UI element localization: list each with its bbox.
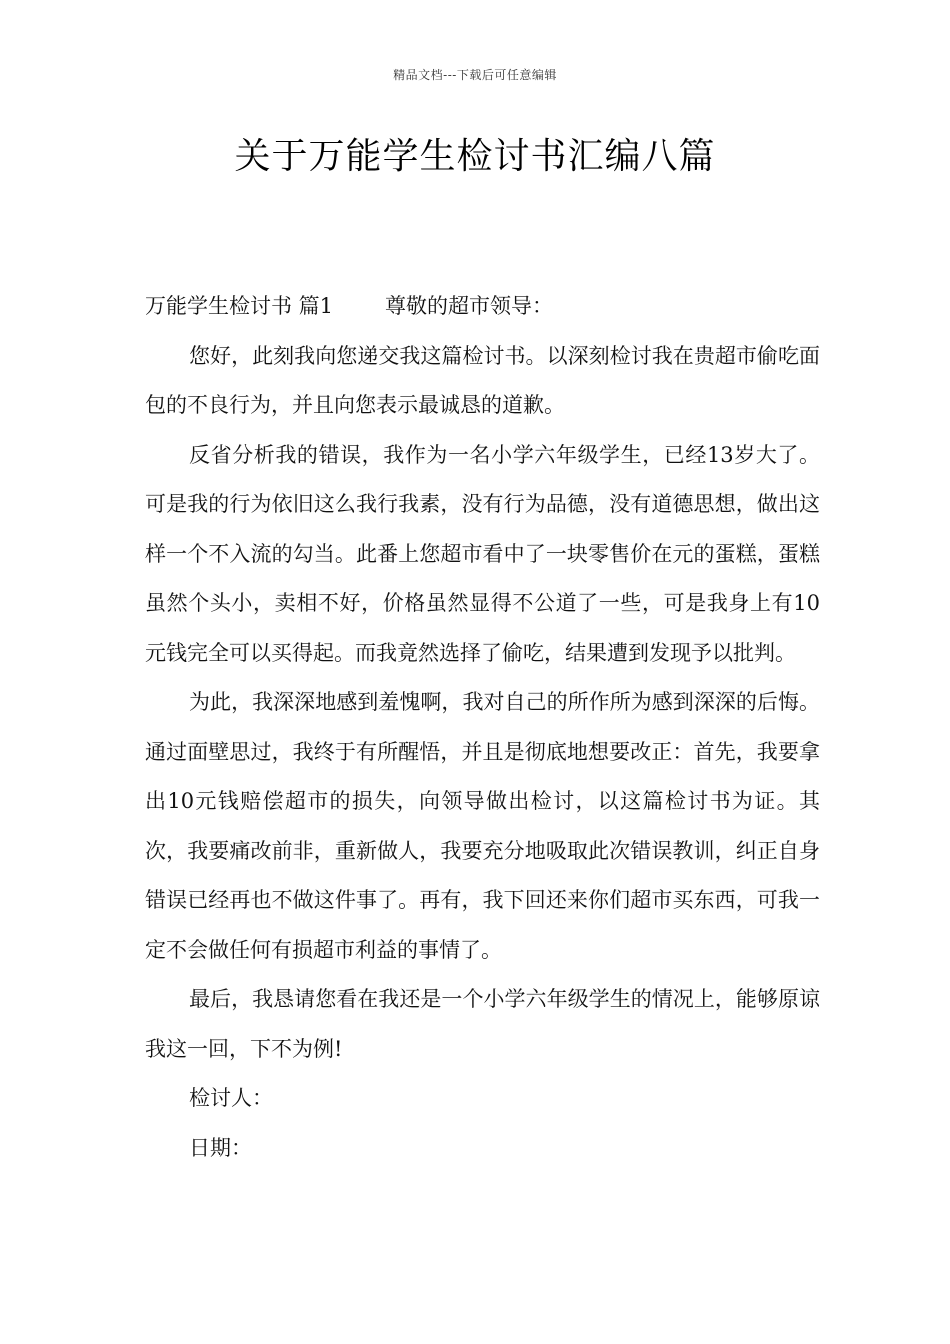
paragraph-request: 最后，我恳请您看在我还是一个小学六年级学生的情况上，能够原谅我这一回，下不为例! — [145, 987, 820, 1061]
paragraph-greeting: 您好，此刻我向您递交我这篇检讨书。以深刻检讨我在贵超市偷吃面包的不良行为，并且向您表示最诚恳的道歉。 — [145, 343, 820, 417]
document-title: 关于万能学生检讨书汇编八篇 — [234, 136, 716, 177]
header-note: 精品文档---下载后可任意编辑 — [393, 68, 557, 82]
paragraph-reflection: 反省分析我的错误，我作为一名小学六年级学生，已经13岁大了。可是我的行为依旧这么我行我素，没有行为品德，没有道德思想，做出这样一个不入流的勾当。此番上您超市看中了一块零售价在元的蛋糕，蛋糕虽然个头小，卖相不好，价格虽然显得不公道了一些，可是我身上有10元钱完全可以买得起。而我竟然选择了偷吃，结果遭到发现予以批判。 — [145, 442, 820, 665]
paragraph-remorse: 为此，我深深地感到羞愧啊，我对自己的所作所为感到深深的后悔。通过面壁思过，我终于有所醒悟，并且是彻底地想要改正：首先，我要拿出10元钱赔偿超市的损失，向领导做出检讨，以这篇检讨书为证。其次，我要痛改前非，重新做人，我要充分地吸取此次错误教训，纠正自身错误已经再也不做这件事了。再有，我下回还来你们超市买东西，可我一定不会做任何有损超市利益的事情了。 — [145, 690, 820, 962]
reviewer-label: 检讨人： — [189, 1086, 273, 1110]
salutation: 尊敬的超市领导： — [385, 294, 554, 318]
document-body — [145, 282, 820, 1173]
intro-line — [145, 282, 820, 332]
section-label: 万能学生检讨书 篇1 — [145, 294, 334, 318]
date-label: 日期： — [189, 1135, 252, 1160]
